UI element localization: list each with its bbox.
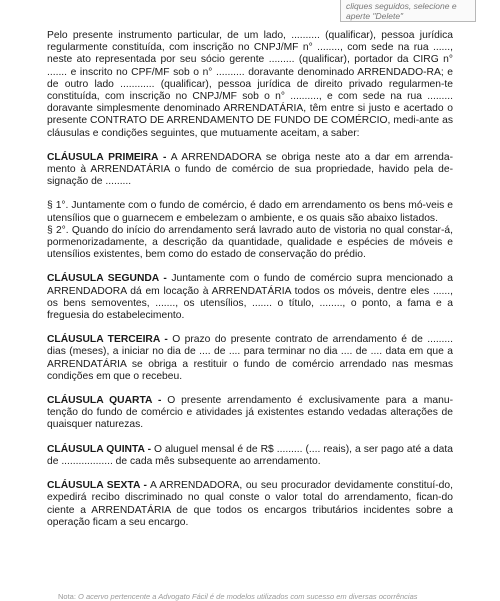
- clause-terceira: [47, 334, 453, 383]
- clause-text: O prazo do presente contrato de arrendamento é de ......... dias (meses), a iniciar no dia de .... de .... para terminar no dia .... de .... data em que a ARRENDATÁRIA se obriga a restituir o fundo de comércio arrendado nas mesmas condições em que o recebeu.: [47, 334, 453, 382]
- clause-text: A ARRENDADORA se obriga neste ato a dar em arrenda-mento à ARRENDATÁRIA o fundo de comércio de sua propriedade, havido pela de-signação de .........: [47, 151, 454, 188]
- clause-title: CLÁUSULA QUARTA -: [47, 395, 162, 407]
- clause-text: O aluguel mensal é de R$ ......... (.... reais), a ser pago até a data de .................. de cada mês subsequente ao arrendamento.: [47, 443, 453, 467]
- footer-text: O acervo pertencente a Advogato Fácil é de modelos utilizados com sucesso em diversas ocorrências: [75, 592, 418, 601]
- clause-text: A ARRENDADORA, ou seu procurador devidamente constituí-do, expedirá recibo discriminado no qual conste o valor total do arrendamento, fican-do ciente a ARRENDATÁRIA de que todos os encargos tributários incidentes sobre a operação ficam a seu encargo.: [47, 480, 453, 528]
- instruction-hint: cliques seguidos, selecione e aperte "Delete": [340, 0, 476, 22]
- clause-quinta: [47, 444, 453, 468]
- clause-title: CLÁUSULA TERCEIRA -: [47, 334, 168, 346]
- contract-document: [47, 30, 453, 541]
- clause-segunda: [47, 273, 453, 322]
- clause-primeira: [47, 152, 453, 189]
- clause-sexta: [47, 480, 453, 529]
- clause-title: CLÁUSULA SEXTA -: [47, 480, 147, 492]
- footer-label: Nota:: [58, 592, 76, 601]
- intro-paragraph: Pelo presente instrumento particular, de um lado, .......... (qualificar), pessoa jurídica regularmente constituída, com inscrição no CNPJ/MF n° ........, com sede na rua ......, neste ato representada por seu sócio gerente ......... (qualificar), portador da CIRG n° ....... e inscrito no CPF/MF sob o n° .......... doravante denominado ARRENDADO-RA; e de outro lado ............ (qualificar), pessoa jurídica de direito privado regularmen-te constituída, com inscrição no CNPJ/MF sob o n° .........., e com sede na rua ......... doravante simplesmente denominado ARRENDATÁRIA, têm entre si justo e acertado o presente CONTRATO DE ARRENDAMENTO DE FUNDO DE COMÉRCIO, medi-ante as cláusulas e condições seguintes, que mutuamente aceitam, a saber:: [47, 30, 453, 139]
- clause-title: CLÁUSULA PRIMEIRA -: [47, 151, 167, 163]
- paragraph-1: § 1°. Juntamente com o fundo de comércio, é dado em arrendamento os bens mó-veis e utensílios que o guarnecem e embelezam o ambiente, e os quais são abaixo listados.: [47, 200, 453, 224]
- clause-title: CLÁUSULA QUINTA -: [47, 443, 151, 455]
- clause-text: O presente arrendamento é exclusivamente para a manu-tenção do fundo de comércio e atividades já existentes estando vedadas alterações de quaisquer naturezas.: [47, 395, 453, 431]
- clause-quarta: [47, 395, 453, 432]
- clause-title: CLÁUSULA SEGUNDA -: [47, 273, 167, 285]
- paragraph-2: § 2°. Quando do início do arrendamento será lavrado auto de vistoria no qual constar-á, pormenorizadamente, a descrição da quantidade, qualidade e espécies de móveis e utensílios existentes, bem como do estado de conservação do prédio.: [47, 224, 453, 261]
- clause-text: Juntamente com o fundo de comércio supra mencionado a ARRENDADORA dá em locação à ARRENDATÁRIA todos os móveis, dentre eles ......, os bens semoventes, ......., os utensílios, ....... o título, ........, o ponto, a fama e a freguesia do estabelecimento.: [47, 273, 453, 322]
